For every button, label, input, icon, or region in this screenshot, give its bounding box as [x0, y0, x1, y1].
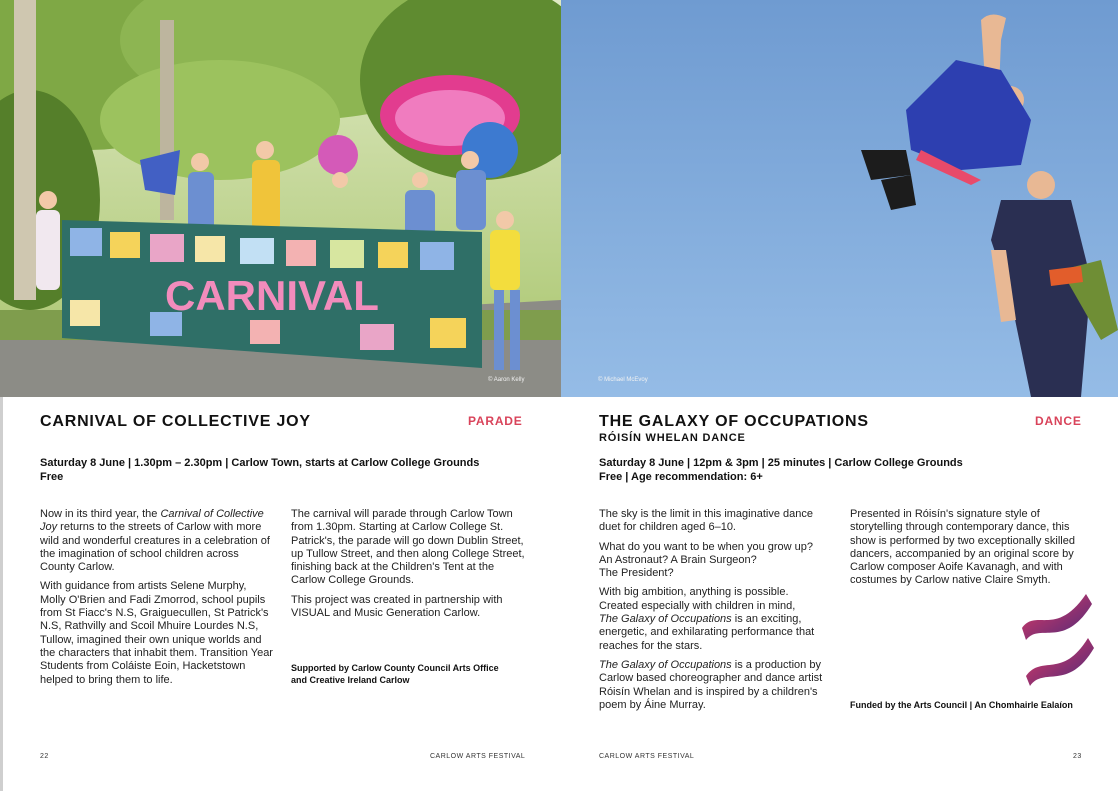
event-details — [599, 457, 1079, 484]
event-category: PARADE — [468, 414, 523, 428]
description-column-2 — [850, 508, 1086, 594]
event-category: DANCE — [1035, 414, 1082, 428]
event-schedule: Saturday 8 June | 1.30pm – 2.30pm | Carlow Town, starts at Carlow College Grounds — [40, 457, 480, 469]
paragraph: Presented in Róisín's signature style of storytelling through contemporary dance, this show is performed by two exceptionally skilled dancers, accompanied by an original score by Carlow composer Aoife Kavanagh, and with costumes by Carlow native Claire Smyth. — [850, 508, 1075, 587]
event-title: THE GALAXY OF OCCUPATIONS — [599, 413, 869, 430]
page-number: 23 — [1073, 753, 1082, 760]
description-column-1 — [599, 508, 831, 718]
funding-credit: Funded by the Arts Council | An Chomhairle Ealaíon — [850, 700, 1073, 710]
event-title-block — [40, 413, 311, 431]
footer-label: CARLOW ARTS FESTIVAL — [599, 753, 695, 760]
paragraph: The sky is the limit in this imaginative dance duet for children aged 6–10. — [599, 508, 813, 534]
paragraph: Now in its third year, the Carnival of Collective Joy returns to the streets of Carlow with more wild and wonderful creatures in a celebration of the imagination of school children across County Carlow. — [40, 508, 270, 574]
page-number: 22 — [40, 753, 49, 760]
event-schedule: Saturday 8 June | 12pm & 3pm | 25 minutes | Carlow College Grounds — [599, 457, 963, 469]
dance-photo — [561, 0, 1118, 397]
right-page — [561, 0, 1118, 791]
paragraph: The Galaxy of Occupations is a production by Carlow based choreographer and dance artist Róisín Whelan and is inspired by a children's poem by Áine Murray. — [599, 658, 823, 711]
paragraph: With big ambition, anything is possible. Created especially with children in mind, The Galaxy of Occupations is an exciting, energetic, and exhilarating performance that reaches for the stars. — [599, 586, 815, 652]
photo-credit: © Aaron Kelly — [488, 377, 525, 383]
event-price: Free | Age recommendation: 6+ — [599, 470, 763, 483]
paragraph: This project was created in partnership with VISUAL and Music Generation Carlow. — [291, 593, 503, 620]
event-details — [40, 457, 520, 484]
photo-credit: © Michael McEvoy — [598, 377, 648, 383]
support-credit: Supported by Carlow County Council Arts Office and Creative Ireland Carlow — [291, 663, 499, 685]
event-price: Free — [40, 470, 64, 483]
dancers-illustration — [561, 0, 1118, 397]
decorative-swirl-icon — [1016, 588, 1096, 688]
footer-label: CARLOW ARTS FESTIVAL — [430, 753, 526, 760]
event-title-block — [599, 413, 869, 444]
paragraph: What do you want to be when you grow up? An Astronaut? A Brain Surgeon? The President? — [599, 540, 814, 580]
paragraph: The carnival will parade through Carlow Town from 1.30pm. Starting at Carlow College St. Patrick's, the parade will go down Dublin Street, up Tullow Street, and then along College Street, finishing back at the Children's Tent at the Carlow College Grounds. — [291, 508, 525, 587]
event-subtitle: RÓISÍN WHELAN DANCE — [599, 432, 746, 444]
carnival-parade-illustration — [0, 0, 561, 397]
description-column-1 — [40, 508, 274, 693]
banner-text: CARNIVAL — [165, 272, 379, 319]
paragraph: With guidance from artists Selene Murphy, Molly O'Brien and Fadi Zmorrod, school pupils from St Fiacc's N.S, Graiguecullen, St Patrick's N.S, Rathvilly and Scoil Mhuire Lourdes N.S, Tullow, imagined their own unique worlds and the characters that inhabit them. Transition Year Students from Coláiste Eoin, Hacketstown helped to bring them to life. — [40, 580, 273, 686]
description-column-2 — [291, 508, 527, 626]
carnival-parade-photo — [0, 0, 561, 397]
event-title: CARNIVAL OF COLLECTIVE JOY — [40, 413, 311, 430]
